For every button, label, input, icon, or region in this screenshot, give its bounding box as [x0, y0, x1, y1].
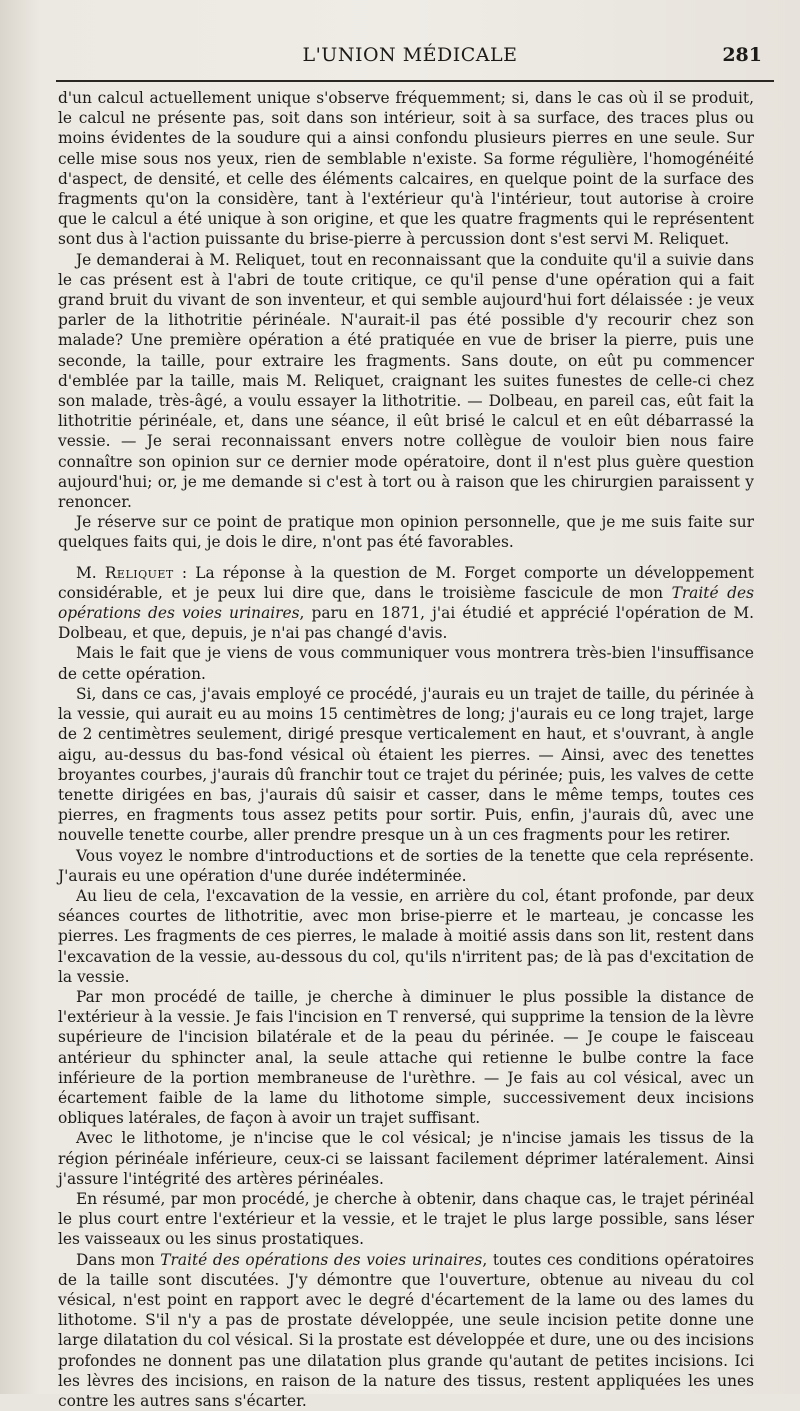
- paragraph: Mais le fait que je viens de vous communiquer vous montrera très-bien l'insuffisance de cette opération.: [58, 644, 754, 683]
- paragraph: Vous voyez le nombre d'introductions et de sorties de la tenette que cela représente. J'aurais eu une opération d'une durée indéterminée.: [58, 846, 754, 885]
- paragraph-text: , toutes ces conditions opératoires de la taille sont discutées. J'y démontre que l'ouverture, obtenue au niveau du col vésical, n'est point en rapport avec le degré d'écartement de la lame ou des lames du lithotome. S'il n'y a pas de prostate développée, une seule incision petite donne une large dilatation du col vésical. Si la prostate est développée et dure, une ou des incisions profondes ne donnent pas une dilatation plus grande qu'autant de petites incisions. Ici les lèvres des incisions, en raison de la nature des tissus, restent appliquées les unes contre les autres sans s'écarter.: [58, 1250, 755, 1410]
- paragraph: Au lieu de cela, l'excavation de la vessie, en arrière du col, étant profonde, par deux séances courtes de lithotritie, avec mon brise-pierre et le marteau, je concasse les pierres. Les fragments de ces pierres, le malade à moitié assis dans son lit, restent dans l'excavation de la vessie, au-dessous du col, qu'ils n'irritent pas; de là pas d'excitation de la vessie.: [58, 886, 754, 986]
- body-text: [58, 88, 754, 1411]
- page-number: 281: [722, 44, 762, 66]
- paragraph: d'un calcul actuellement unique s'observe fréquemment; si, dans le cas où il se produit, le calcul ne présente pas, soit dans son intérieur, soit à sa surface, des traces plus ou moins évidentes de la soudure qui a ainsi confondu plusieurs pierres en une seule. Sur celle mise sous nos yeux, rien de semblable n'existe. Sa forme régulière, l'homogénéité d'aspect, de densité, et celle des éléments calcaires, en quelque point de la surface des fragments qu'on la considère, tant à l'extérieur qu'à l'intérieur, tout autorise à croire que le calcul a été unique à son origine, et que les quatre fragments qui le représentent sont dus à l'action puissante du brise-pierre à percussion dont s'est servi M. Reliquet.: [58, 89, 754, 249]
- paragraph: [58, 1250, 754, 1411]
- paragraph: Je demanderai à M. Reliquet, tout en reconnaissant que la conduite qu'il a suivie dans le cas présent est à l'abri de toute critique, ce qu'il pense d'une opération qui a fait grand bruit du vivant de son inventeur, et qui semble aujourd'hui fort délaissée : je veux parler de la lithotritie périnéale. N'aurait-il pas été possible d'y recourir chez son malade? Une première opération a été pratiquée en vue de briser la pierre, puis une seconde, la taille, pour extraire les fragments. Sans doute, on eût pu commencer d'emblée par la taille, mais M. Reliquet, craignant les suites funestes de celle-ci chez son malade, très-âgé, a voulu essayer la lithotritie. — Dolbeau, en pareil cas, eût fait la lithotritie périnéale, et, dans une séance, il eût brisé le calcul et en eût débarrassé la vessie. — Je serai reconnaissant envers notre collègue de vouloir bien nous faire connaître son opinion sur ce dernier mode opératoire, dont il n'est plus guère question aujourd'hui; or, je me demande si c'est à tort ou à raison que les chirurgien paraissent y renoncer.: [58, 250, 754, 512]
- paragraph: Par mon procédé de taille, je cherche à diminuer le plus possible la distance de l'extérieur à la vessie. Je fais l'incision en T renversé, qui supprime la tension de la lèvre supérieure de l'incision bilatérale et de la peau du périnée. — Je coupe le faisceau antérieur du sphincter anal, la seule attache qui retienne le bulbe contre la face inférieure de la portion membraneuse de l'urèthre. — Je fais au col vésical, avec un écartement faible de la lame du lithotome simple, successivement deux incisions obliques latérales, de façon à avoir un trajet suffisant.: [58, 987, 754, 1128]
- paragraph-reliquet-reply: [58, 563, 754, 644]
- paragraph: En résumé, par mon procédé, je cherche à obtenir, dans chaque cas, le trajet périnéal le plus court entre l'extérieur et la vessie, et le trajet le plus large possible, sans léser les vaisseaux ou les sinus prostatiques.: [58, 1189, 754, 1249]
- book-title: Traité des opérations des voies urinaires: [58, 583, 754, 623]
- book-title: Traité des opérations des voies urinaires: [160, 1250, 483, 1269]
- paragraph: Avec le lithotome, je n'incise que le col vésical; je n'incise jamais les tissus de la région périnéale inférieure, ceux-ci se laissant facilement déprimer latéralement. Ainsi j'assure l'intégrité des artères périnéales.: [58, 1129, 754, 1188]
- running-header: [58, 44, 762, 74]
- paragraph-text: Dans mon: [76, 1250, 161, 1269]
- paragraph-text: , paru en 1871, j'ai étudié et apprécié l'opération de M. Dolbeau, et que, depuis, je n'ai pas changé d'avis.: [58, 604, 754, 643]
- speaker-prefix: M.: [76, 563, 105, 582]
- header-rule: [56, 80, 774, 82]
- speaker-name: Reliquet: [104, 563, 174, 582]
- paragraph: Je réserve sur ce point de pratique mon opinion personnelle, que je me suis faite sur quelques faits qui, je dois le dire, n'ont pas été favorables.: [58, 513, 754, 552]
- journal-title: L'UNION MÉDICALE: [302, 44, 518, 66]
- paragraph-text: : La réponse à la question de M. Forget comporte un développement considérable, et je peux lui dire que, dans le troisième fascicule de mon: [58, 563, 754, 602]
- paragraph: Si, dans ce cas, j'avais employé ce procédé, j'aurais eu un trajet de taille, du périnée à la vessie, qui aurait eu au moins 15 centimètres de long; j'aurais eu ce long trajet, large de 2 centimètres seulement, dirigé presque verticalement en haut, et s'ouvrant, à angle aigu, au-dessus du bas-fond vésical où étaient les pierres. — Ainsi, avec des tenettes broyantes courbes, j'aurais dû franchir tout ce trajet du périnée; puis, les valves de cette tenette dirigées en bas, j'aurais dû saisir et casser, dans le même temps, toutes ces pierres, en fragments tous assez petits pour sortir. Puis, enfin, j'aurais dû, avec une nouvelle tenette courbe, aller prendre presque un à un ces fragments pour les retirer.: [58, 684, 754, 845]
